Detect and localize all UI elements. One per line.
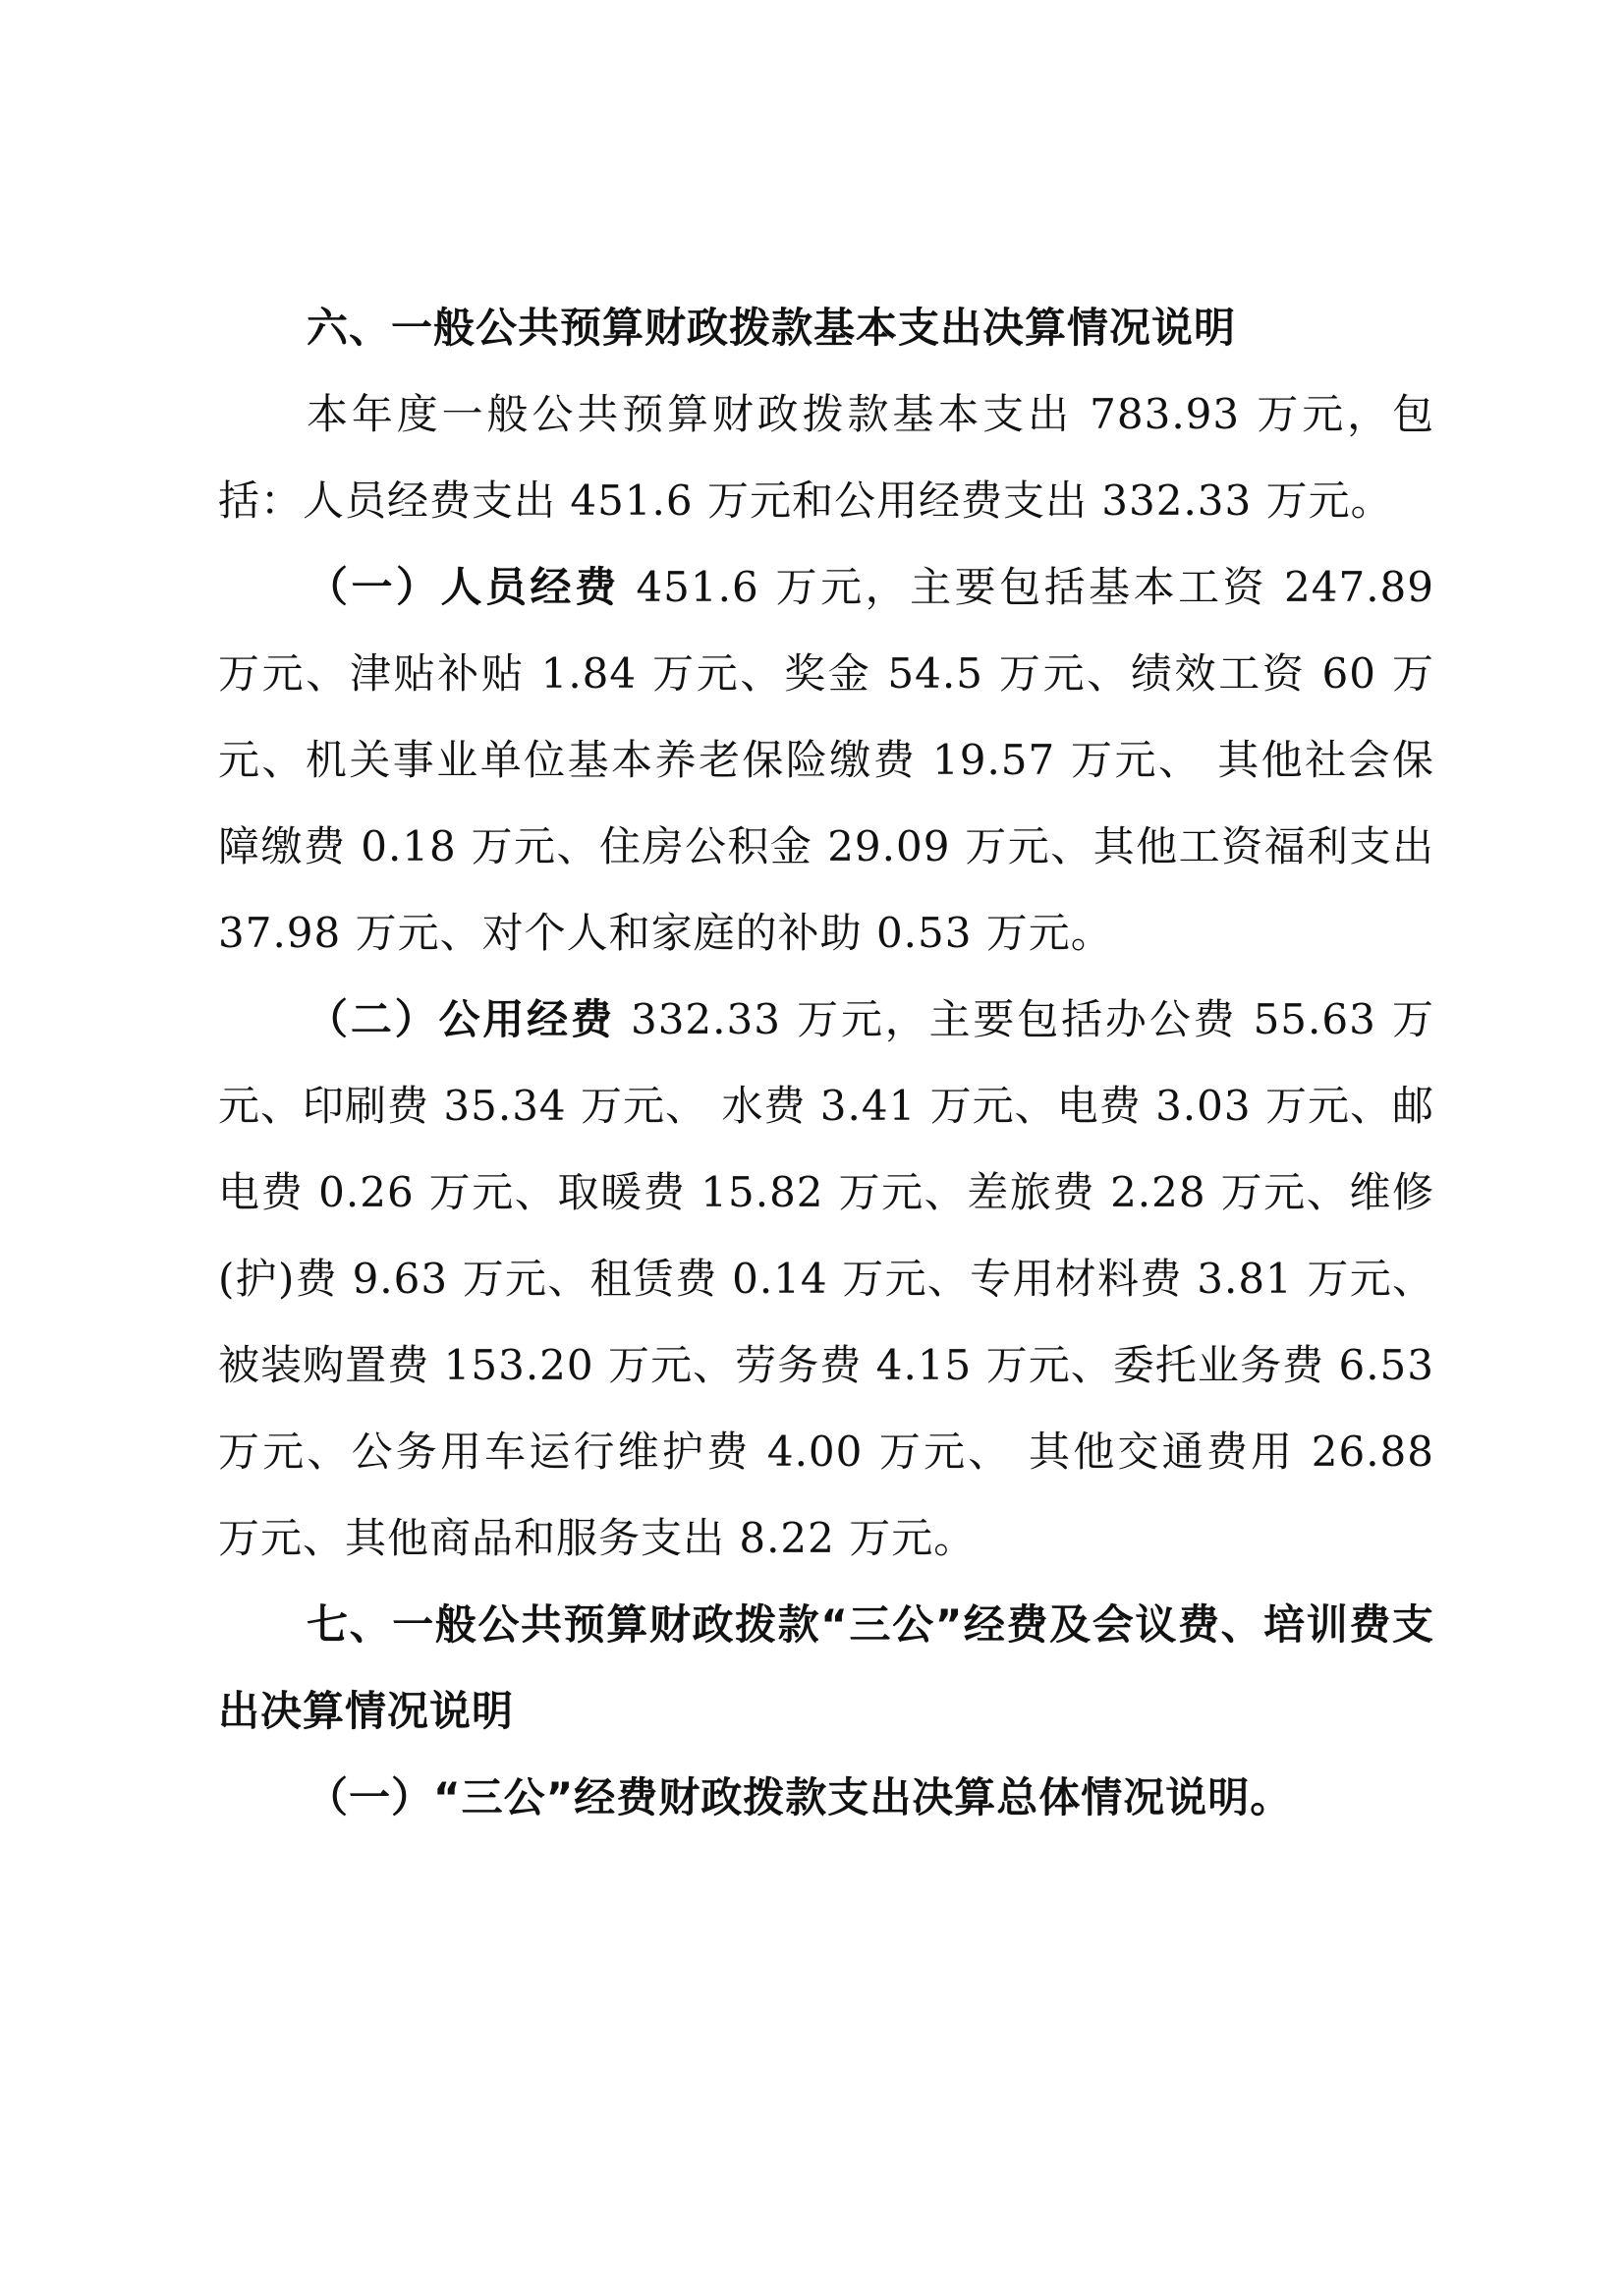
public-expense-text: 332.33 万元，主要包括办公费 55.63 万元、印刷费 35.34 万元、 水费 3.41 万元、电费 3.03 万元、邮电费 0.26 万元、取暖费 15.82 万元、差旅费 2.28 万元、维修(护)费 9.63 万元、租赁费 0.14 万元、专用材料费 3.81 万元、被装购置费 153.20 万元、劳务费 4.15 万元、委托业务费 6.53 万元、公务用车运行维护费 4.00 万元、 其他交通费用 26.88 万元、其他商品和服务支出 8.22 万元。 [218, 995, 1434, 1562]
section-7-subheading-1: （一）“三公”经费财政拨款支出决算总体情况说明。 [307, 1773, 1293, 1821]
public-expense-lead: （二）公用经费 [307, 995, 615, 1043]
personnel-expense-paragraph [218, 544, 1434, 977]
personnel-expense-lead: （一）人员经费 [307, 563, 620, 611]
public-expense-paragraph [218, 977, 1434, 1582]
document-body [218, 285, 1434, 1841]
section-6-heading: 六、一般公共预算财政拨款基本支出决算情况说明 [307, 304, 1237, 352]
section-6-intro-paragraph: 本年度一般公共预算财政拨款基本支出 783.93 万元，包括：人员经费支出 451.6 万元和公用经费支出 332.33 万元。 [218, 390, 1434, 525]
personnel-expense-text: 451.6 万元，主要包括基本工资 247.89 万元、津贴补贴 1.84 万元、奖金 54.5 万元、绩效工资 60 万元、机关事业单位基本养老保险缴费 19.57 万元、 其他社会保障缴费 0.18 万元、住房公积金 29.09 万元、其他工资福利支出 37.98 万元、对个人和家庭的补助 0.53 万元。 [218, 563, 1434, 957]
section-7-heading: 七、一般公共预算财政拨款“三公”经费及会议费、培训费支出决算情况说明 [218, 1600, 1434, 1735]
